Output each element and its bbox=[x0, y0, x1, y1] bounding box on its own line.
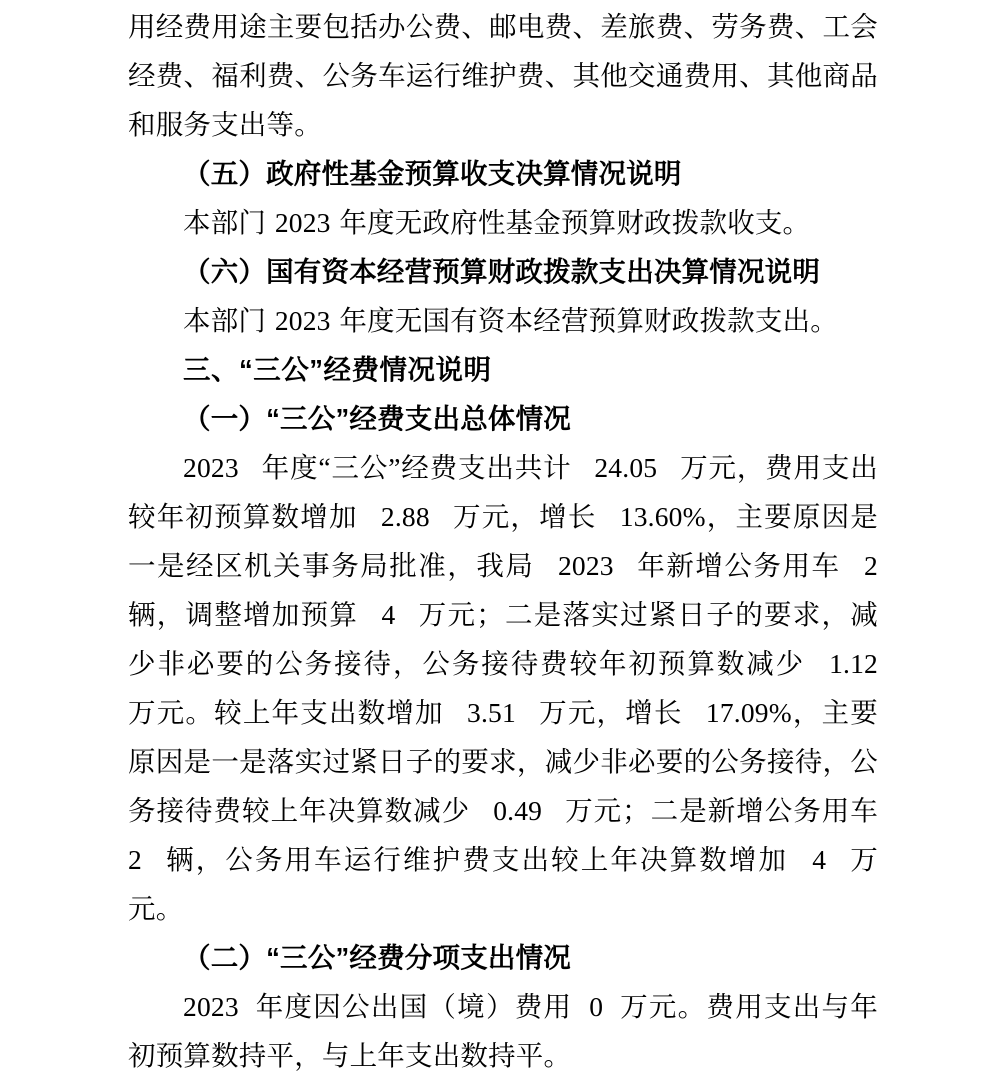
heading-three-public-expenses: 三、“三公”经费情况说明 bbox=[183, 354, 492, 385]
subheading-government-fund-budget: （五）政府性基金预算收支决算情况说明 bbox=[183, 158, 682, 189]
subheading-overall-situation: （一）“三公”经费支出总体情况 bbox=[183, 403, 571, 434]
paragraph-itemized-expenses: 2023 年度因公出国（境）费用 0 万元。费用支出与年初预算数持平，与上年支出数持平。 bbox=[128, 991, 878, 1071]
subheading-itemized-expenses: （二）“三公”经费分项支出情况 bbox=[183, 942, 571, 973]
paragraph-overall-situation: 2023 年度“三公”经费支出共计 24.05 万元，费用支出较年初预算数增加 2.88 万元，增长 13.60%，主要原因是一是经区机关事务局批准，我局 2023 年新增公务用车 2 辆，调整增加预算 4 万元；二是落实过紧日子的要求，减少非必要的公务接待，公务接待费较年初预算数减少 1.12 万元。较上年支出数增加 3.51 万元，增长 17.09%，主要原因是一是落实过紧日子的要求，减少非必要的公务接待，公务接待费较上年决算数减少 0.49 万元；二是新增公务用车 2 辆，公务用车运行维护费支出较上年决算数增加 4 万元。 bbox=[128, 452, 878, 924]
paragraph-expense-purposes: 用经费用途主要包括办公费、邮电费、差旅费、劳务费、工会经费、福利费、公务车运行维护费、其他交通费用、其他商品和服务支出等。 bbox=[128, 11, 878, 140]
paragraph-state-capital-budget: 本部门 2023 年度无国有资本经营预算财政拨款支出。 bbox=[183, 305, 838, 336]
paragraph-government-fund-budget: 本部门 2023 年度无政府性基金预算财政拨款收支。 bbox=[183, 207, 811, 238]
subheading-state-capital-budget: （六）国有资本经营预算财政拨款支出决算情况说明 bbox=[183, 256, 821, 287]
